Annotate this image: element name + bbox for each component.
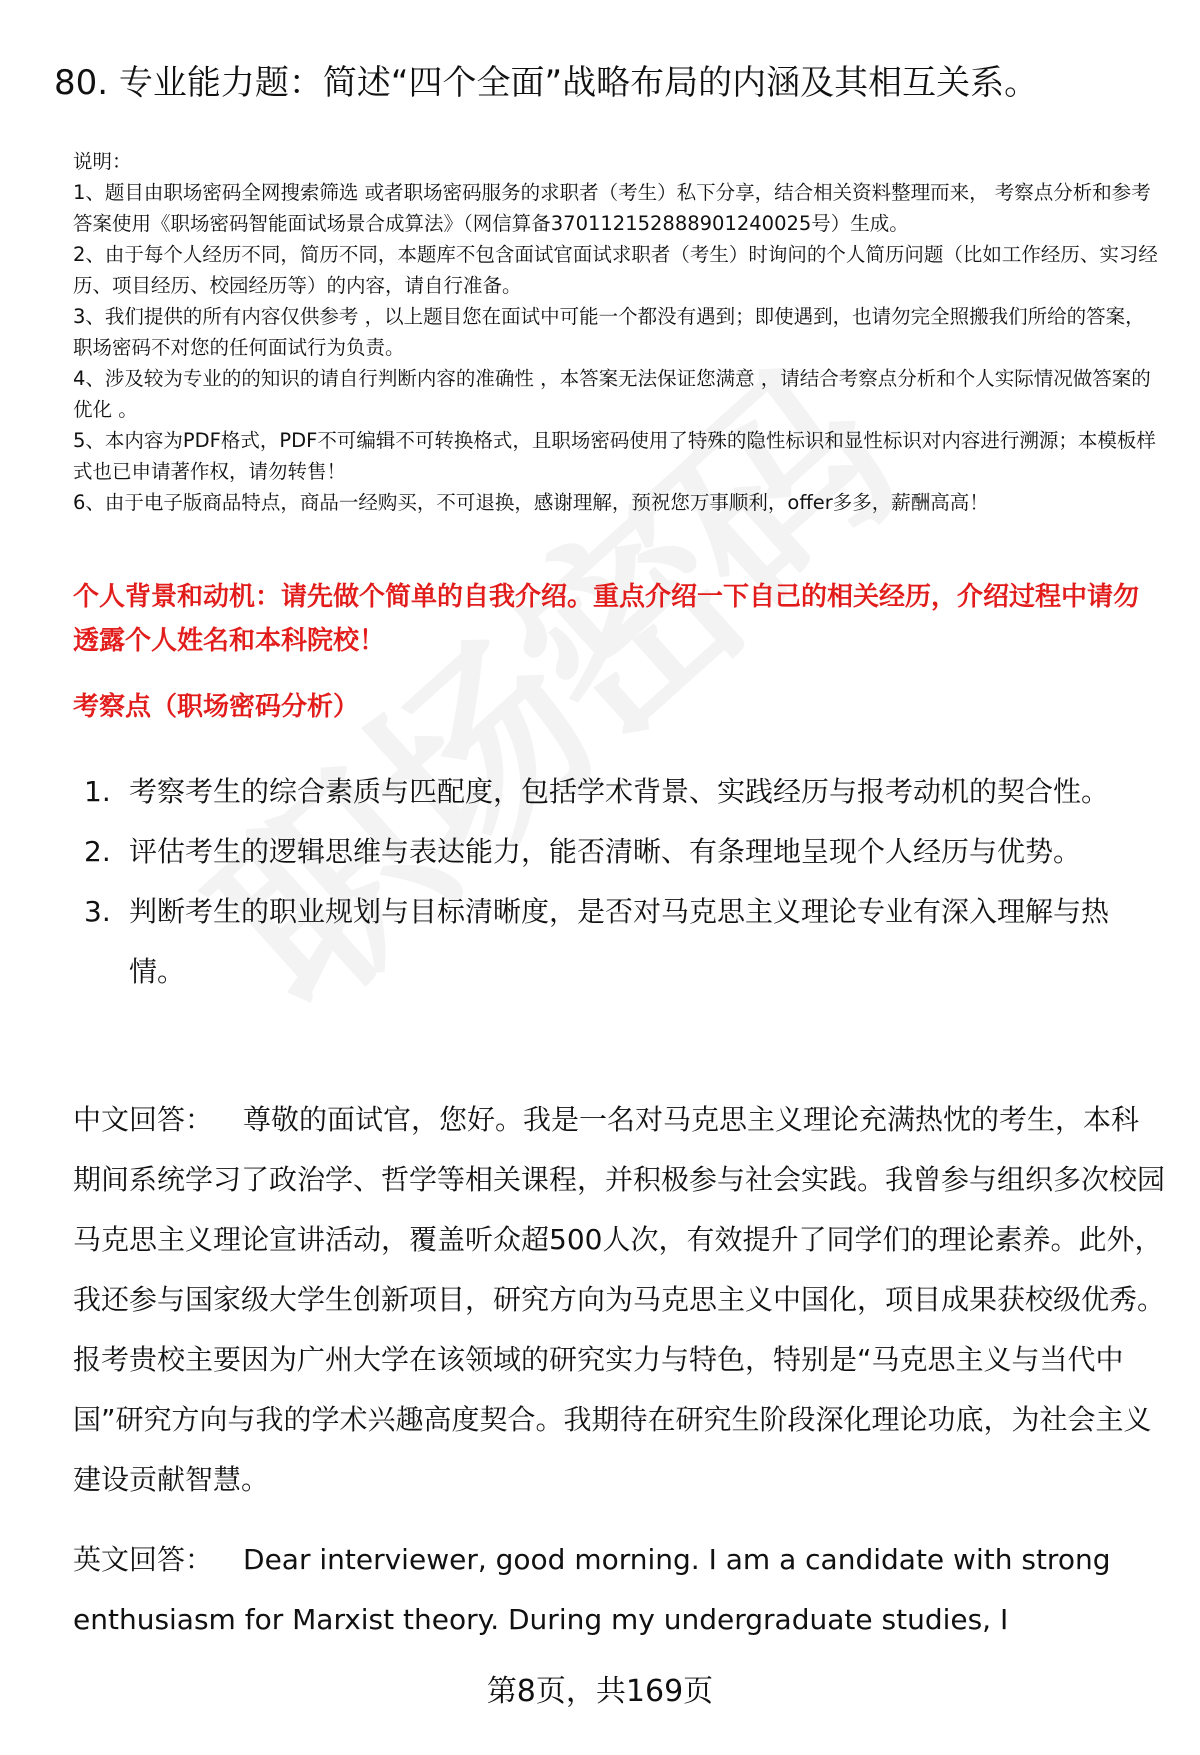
page-footer: 第8页，共169页 (486, 1674, 714, 1709)
point-number: 2. (84, 835, 111, 868)
note-item: 4、涉及较为专业的的知识的请自行判断内容的准确性 ，本答案无法保证您满意 ，请结合考察点分析和个人实际情况做答案的优化 。 (73, 367, 1151, 421)
analysis-points (84, 762, 1164, 1002)
section-heading: 个人背景和动机：请先做个简单的自我介绍。重点介绍一下自己的相关经历，介绍过程中请勿透露个人姓名和本科院校！ (73, 582, 1140, 656)
point-number: 3. (84, 895, 111, 928)
notes-block (73, 146, 1163, 518)
english-answer (73, 1530, 1133, 1650)
note-item: 6、由于电子版商品特点，商品一经购买，不可退换，感谢理解，预祝您万事顺利，offer多多，薪酬高高！ (73, 491, 989, 514)
point-number: 1. (84, 775, 111, 808)
notes-heading: 说明： (73, 150, 132, 173)
analysis-heading: 考察点（职场密码分析） (73, 692, 360, 722)
chinese-answer-label: 中文回答： (73, 1103, 214, 1136)
note-item: 2、由于每个人经历不同，简历不同，本题库不包含面试官面试求职者（考生）时询问的个人简历问题（比如工作经历、实习经历、项目经历、校园经历等）的内容，请自行准备。 (73, 243, 1158, 297)
analysis-point (84, 882, 1164, 1002)
point-text: 判断考生的职业规划与目标清晰度，是否对马克思主义理论专业有深入理解与热情。 (129, 895, 1110, 988)
note-item: 1、题目由职场密码全网搜索筛选 或者职场密码服务的求职者（考生）私下分享，结合相关资料整理而来， 考察点分析和参考答案使用《职场密码智能面试场景合成算法》（网信算备370112152888901240025号）生成。 (73, 181, 1151, 235)
chinese-answer (73, 1090, 1165, 1510)
analysis-point (84, 822, 1164, 882)
chinese-answer-text: 尊敬的面试官，您好。我是一名对马克思主义理论充满热忱的考生，本科期间系统学习了政治学、哲学等相关课程，并积极参与社会实践。我曾参与组织多次校园马克思主义理论宣讲活动，覆盖听众超500人次，有效提升了同学们的理论素养。此外，我还参与国家级大学生创新项目，研究方向为马克思主义中国化，项目成果获校级优秀。报考贵校主要因为广州大学在该领域的研究实力与特色，特别是“马克思主义与当代中国”研究方向与我的学术兴趣高度契合。我期待在研究生阶段深化理论功底，为社会主义建设贡献智慧。 (73, 1103, 1166, 1496)
english-answer-text: Dear interviewer, good morning. I am a candidate with strong enthusiasm for Marxist theory. During my undergraduate studies, I (73, 1543, 1111, 1636)
point-text: 评估考生的逻辑思维与表达能力，能否清晰、有条理地呈现个人经历与优势。 (129, 835, 1082, 868)
analysis-point (84, 762, 1164, 822)
english-answer-label: 英文回答： (73, 1543, 214, 1576)
question-title: 80. 专业能力题：简述“四个全面”战略布局的内涵及其相互关系。 (54, 63, 1039, 103)
note-item: 3、我们提供的所有内容仅供参考 ，以上题目您在面试中可能一个都没有遇到；即使遇到，也请勿完全照搬我们所给的答案，职场密码不对您的任何面试行为负责。 (73, 305, 1145, 359)
note-item: 5、本内容为PDF格式，PDF不可编辑不可转换格式，且职场密码使用了特殊的隐性标识和显性标识对内容进行溯源；本模板样式也已申请著作权，请勿转售！ (73, 429, 1156, 483)
point-text: 考察考生的综合素质与匹配度，包括学术背景、实践经历与报考动机的契合性。 (129, 775, 1110, 808)
